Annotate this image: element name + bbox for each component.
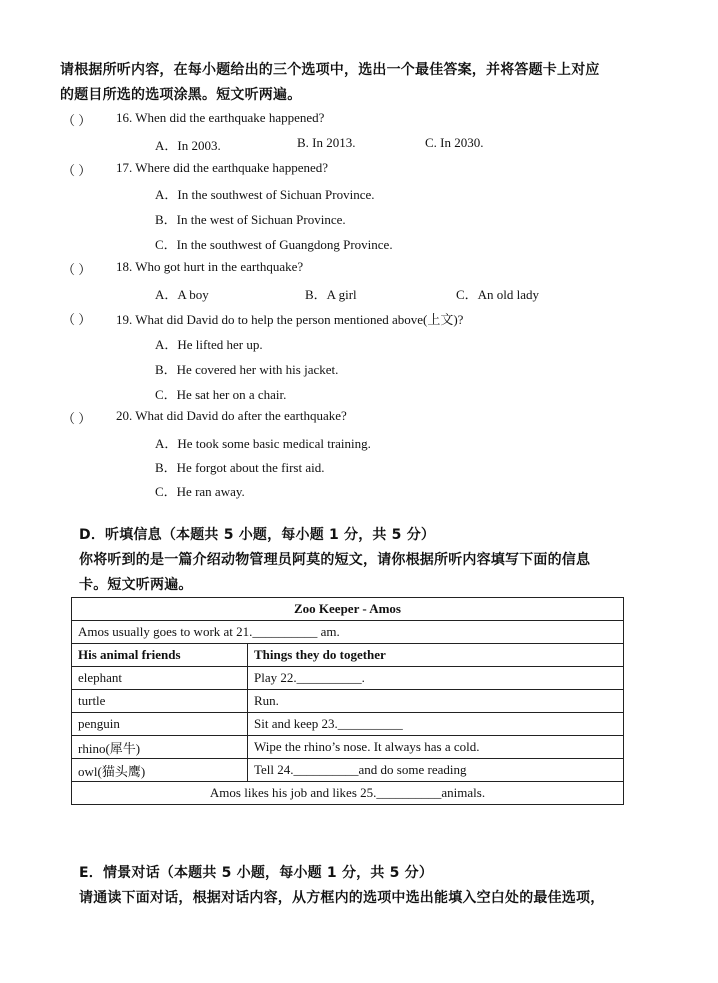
question-20: 20. What did David do after the earthquake? [116,408,347,423]
animal-cell: turtle [72,690,248,713]
animal-cell: elephant [72,667,248,690]
option-17-b: B．In the west of Sichuan Province. [155,212,346,227]
option-17-a: A．In the southwest of Sichuan Province. [155,187,375,202]
option-19-b: B．He covered her with his jacket. [155,362,339,377]
instruction-line-1: 请根据所听内容，在每小题给出的三个选项中，选出一个最佳答案，并将答题卡上对应 [60,62,600,78]
option-17-c: C．In the southwest of Guangdong Province. [155,237,393,252]
option-19-a: A．He lifted her up. [155,337,263,352]
animal-cell: owl(猫头鹰) [72,759,248,782]
section-d-desc-1: 你将听到的是一篇介绍动物管理员阿莫的短文，请你根据所听内容填写下面的信息 [79,552,591,568]
question-19: 19. What did David do to help the person mentioned above(上文)? [116,312,464,327]
answer-paren: （ ） [62,113,92,128]
table-row [72,667,624,690]
thing-cell: Tell 24.__________and do some reading [248,759,624,782]
option-20-a: A．He took some basic medical training. [155,436,371,451]
question-16: 16. When did the earthquake happened? [116,110,325,125]
option-18-c: C．An old lady [456,287,540,302]
table-row-work-time: Amos usually goes to work at 21.__________ am. [72,621,624,644]
animal-cell: penguin [72,713,248,736]
option-19-c: C．He sat her on a chair. [155,387,287,402]
column-header-things: Things they do together [248,644,624,667]
table-row [72,713,624,736]
section-d-desc-2: 卡。短文听两遍。 [79,577,193,593]
answer-paren: （ ） [62,312,92,327]
thing-cell: Play 22.__________. [248,667,624,690]
table-row-likes: Amos likes his job and likes 25.__________animals. [72,782,624,805]
answer-paren: （ ） [62,411,92,426]
question-17: 17. Where did the earthquake happened? [116,160,328,175]
info-card-table [71,597,624,805]
thing-cell: Run. [248,690,624,713]
thing-cell: Wipe the rhino’s nose. It always has a cold. [248,736,624,759]
option-16-a: A．In 2003. [155,138,221,153]
table-title: Zoo Keeper - Amos [72,598,624,621]
table-row [72,759,624,782]
option-16-c: C. In 2030. [425,135,484,150]
option-20-c: C．He ran away. [155,484,245,499]
instruction-line-2: 的题目所选的选项涂黑。短文听两遍。 [60,87,302,103]
column-header-animal: His animal friends [72,644,248,667]
table-row [72,690,624,713]
option-16-b: B. In 2013. [297,135,356,150]
answer-paren: （ ） [62,262,92,277]
section-e-title: E．情景对话（本题共 5 小题，每小题 1 分，共 5 分） [79,865,434,881]
option-20-b: B．He forgot about the first aid. [155,460,325,475]
section-e-desc: 请通读下面对话，根据对话内容，从方框内的选项中选出能填入空白处的最佳选项， [79,890,605,906]
animal-cell: rhino(犀牛) [72,736,248,759]
question-18: 18. Who got hurt in the earthquake? [116,259,304,274]
option-18-b: B．A girl [305,287,357,302]
section-d-title: D．听填信息（本题共 5 小题，每小题 1 分，共 5 分） [79,527,436,543]
option-18-a: A．A boy [155,287,209,302]
answer-paren: （ ） [62,163,92,178]
table-row [72,736,624,759]
thing-cell: Sit and keep 23.__________ [248,713,624,736]
